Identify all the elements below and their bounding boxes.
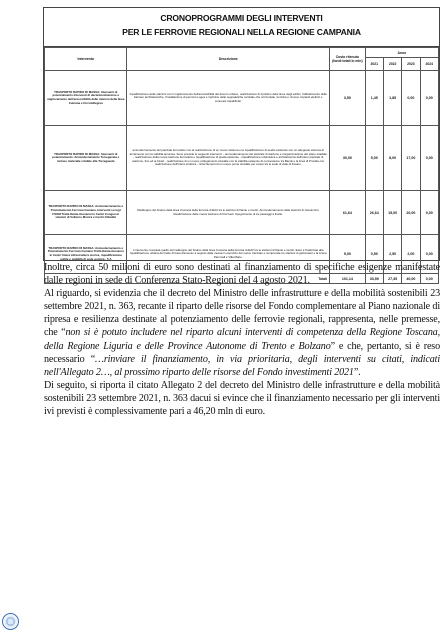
table-title-line2: PER LE FERROVIE REGIONALI NELLA REGIONE CAMPANIA (122, 27, 361, 37)
header-anno: Anno (365, 48, 438, 58)
header-year: 2024 (420, 58, 438, 71)
cell-year-value: 2,00 (402, 235, 420, 274)
cell-descrizione: L'intervento completa quello del raddoppio del binario della linea Cumana della ferrovia di EAV tra le stazioni di Dante e Centri. Esso è finalizzato alla riqualificazione urbana del tratto di linea dismesso a seguito della messa in esercizio del nuovo tracciato e comprende tre stazioni di gettonatori e la Arena Parcmall e Villa Marie. (127, 235, 330, 274)
cell-year-value: 1,85 (383, 71, 401, 126)
total-year-value: 27,35 (383, 274, 401, 284)
table-row (45, 126, 439, 191)
cell-year-value: 0,00 (420, 235, 438, 274)
cell-year-value: 17,00 (402, 126, 420, 191)
cell-descrizione: ammodernamento del piazzale ferroviario con la realizzazione di un nuovo sistema e la riqualificazione di quello esistente con un adeguato sistema di armamento con la viabilità annessa. Sono previste le seguenti interventi: - ammodernamento del piazzale di stazione e riorganizzazione del piano stradale - realizzazione della nuova stazione ferroviaria e riqualificazione di quella esistente - riqualificazione urbanistica e architettonica dell'intero piazzale di stazione, fino ed ai binari - realizzazione di un nuovo collegamento stradale con la viabilità esistente di connessione tra Bacoli e la linea di Procida con realizzazione dell'intera struttura - rinforzamenti di un nuovo ponte stradale per scopo tra le sede di viale di Fusaro. (127, 126, 330, 191)
cell-year-value: 0,00 (420, 126, 438, 191)
total-year-value: 0,00 (420, 274, 438, 284)
paragraph-decree (44, 287, 440, 379)
cell-costo: 61,64 (330, 191, 366, 235)
header-descrizione: Descrizione (127, 48, 330, 71)
cell-intervento: TRASPORTO RAPIDO DI MASSA: Interventi di potenziamento: Ammodernamento Torregaveta e incluso materiale rotabile alla Torregaveta (45, 126, 127, 191)
cell-intervento: TRASPORTO RAPIDO DI MASSA: Ammodernamento e Potenziamento Ferrovia Cumana Tratta Dante-Giovanni in Centri Intera infrastruttura storica, riqualificazione sottile e stabilità di sede gomma - 5 A (45, 235, 127, 274)
header-year: 2022 (383, 58, 401, 71)
cell-descrizione: riqualificazione delle stazioni con il miglioramento dell'accessibilità del decoro urbano, realizzazione di ripristino delle linee degli edifici, l'abbattimento delle barriere architettoniche, l'installazione di percorsi Loges e ripristino delle segnaletiche verticale che orizzontale, la idrica e rinnovo impianti elettrici e connessi riqualificati. (127, 71, 330, 126)
table-row (45, 71, 439, 126)
total-label: Totali (45, 274, 330, 284)
cell-year-value: 0,50 (365, 235, 383, 274)
header-costo: Costo ritenuto (fondi totali in mln) (330, 48, 366, 71)
cell-year-value: 0,00 (420, 71, 438, 126)
cell-year-value: 8,00 (383, 126, 401, 191)
cell-descrizione: Raddoppio del binario della linea Cumana della ferrovia di EAV tra le stazioni di Dante e Centri, Ammodernamento delle stazioni di Giovannini, Realizzazione delle nuova stazione di Pozzuoli. Spegnimento di tre passaggi a livello. (127, 191, 330, 235)
body-text (44, 261, 440, 418)
cell-year-value: 5,00 (365, 126, 383, 191)
header-year: 2023 (402, 58, 420, 71)
header-year: 2021 (365, 58, 383, 71)
cell-intervento: TRASPORTO RAPIDO DI MASSA: Ammodernamento e Potenziamento Ferrovia Cumana. Interventi su tegt FSOM Tratta Dante-Giovanni in Centri Congressi stazioni di Volturno Mostra e Centri Cittadini (45, 191, 127, 235)
cell-intervento: TRASPORTO RAPIDO DI MASSA: Interventi di potenziamento Interventi di decarbonizzazione e miglioramento dell'accessibilità delle stazioni della linea Cumana e Circumflegrea (45, 71, 127, 126)
total-cost: 101,14 (330, 274, 366, 284)
paragraph-annex: Di seguito, si riporta il citato Allegato 2 del decreto del Ministro delle infrastrutture e della mobilità sostenibili 23 settembre 2021, n. 363 dacui si evince che il finanziamento necessario per gli interventi ivi previsti è complessivamente pari a 46,20 mln di euro. (44, 379, 440, 418)
table-row (45, 191, 439, 235)
cell-year-value: 0,00 (402, 71, 420, 126)
cell-year-value: 0,00 (420, 191, 438, 235)
quote-excluded-regions: non si è potuto includere nel riparto alcuni interventi di competenza della Regione Toscana, della Regione Liguria e delle Province Autonome di Trento e Bolzano (44, 327, 440, 352)
cell-year-value: 2,50 (383, 235, 401, 274)
quote-postpone: …rinviare il finanziamento, in via prioritaria, degli interventi su citati, indicati nell'Allegato 2…, al prossimo riparto delle risorse del Fondo investimenti 2021 (44, 353, 440, 378)
paragraph-decree-start: Al riguardo, si evidenzia che il decreto del Ministro delle infrastrutture e della mobilità sostenibili 23 settembre 2021, n. 363, recante il riparto delle risorse del Fondo complementare al Piano nazionale di ripresa e resilienza destinate al potenziamento delle ferrovie regionali, rappresenta, nelle premesse, che “ (44, 288, 440, 339)
cell-year-value: 15,00 (383, 191, 401, 235)
schedule-table (44, 47, 439, 284)
table-title-line1: CRONOPROGRAMMI DEGLI INTERVENTI (160, 13, 323, 23)
cell-year-value: 20,00 (402, 191, 420, 235)
table-header-row (45, 48, 439, 58)
paragraph-decree-middle: ” e che, pertanto, si è reso necessario “ (44, 340, 440, 365)
cell-year-value: 1,45 (365, 71, 383, 126)
paragraph-funding: Inoltre, circa 50 milioni di euro sono destinati al finanziamento di specifiche esigenze manifestate dalle regioni in sede di Conferenza Stato-Regioni del 4 agosto 2021. (44, 262, 440, 287)
total-year-value: 40,00 (402, 274, 420, 284)
cell-year-value: 26,64 (365, 191, 383, 235)
table-title-block (44, 8, 439, 47)
cell-costo: 3,50 (330, 71, 366, 126)
total-year-value: 33,59 (365, 274, 383, 284)
cell-costo: 5,00 (330, 235, 366, 274)
paragraph-decree-end: ”. (353, 366, 361, 378)
seal-stamp-icon (2, 613, 19, 630)
cell-costo: 30,00 (330, 126, 366, 191)
header-intervento: Intervento (45, 48, 127, 71)
